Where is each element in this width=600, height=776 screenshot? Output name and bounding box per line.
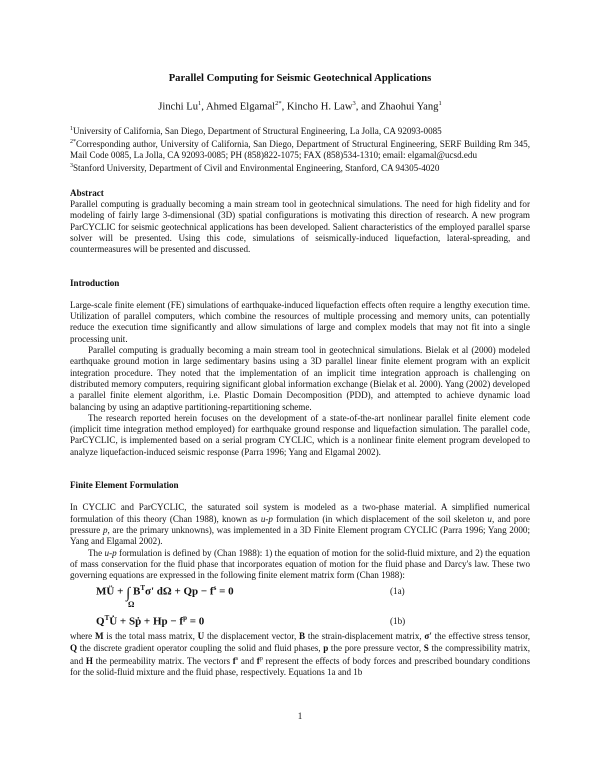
affiliation-sup: 2* bbox=[70, 138, 76, 145]
author-separator: , bbox=[201, 101, 206, 113]
intro-paragraph-3: The research reported herein focuses on the development of a state-of-the-art nonlinear parallel finite element code (implicit time integration method employed) for earthquake ground response and liquefaction simulation. The parallel code, ParCYCLIC, is implemented based on a serial program CYCLIC, which is a nonlinear finite element program developed to analyze liquefaction-induced seismic response (Parra 1996; Yang and Elgamal 2002). bbox=[70, 412, 530, 457]
equation-1a-number: (1a) bbox=[390, 586, 405, 597]
intro-paragraph-1: Large-scale finite element (FE) simulations of earthquake-induced liquefaction effects often require a lengthy execution time. Utilization of parallel computers, which combine the resources of multiple processing and memory units, can potentially reduce the execution time significantly and allow simulations of large and complex models that may not fit into a single processing unit. bbox=[70, 299, 530, 344]
page-number: 1 bbox=[297, 711, 303, 721]
equation-1b-number: (1b) bbox=[390, 616, 406, 627]
author-separator: , bbox=[281, 101, 287, 113]
integral-domain-label: Ω bbox=[128, 600, 135, 610]
fe-paragraph-2: The u-p formulation is defined by (Chan 1988): 1) the equation of motion for the solid-fluid mixture, and 2) the equation of mass conservation for the fluid phase that incorporates equation of motion for the fluid phase and Darcy's law. These two governing equations are expressed in the following finite element matrix form (Chan 1988): bbox=[70, 547, 530, 581]
abstract-heading: Abstract bbox=[70, 187, 104, 198]
fe-paragraph-1: In CYCLIC and ParCYCLIC, the saturated soil system is modeled as a two-phase material. A simplified numerical formulation of this theory (Chan 1988), known as u-p formulation (in which displacement of the soil skeleton u, and pore pressure p, are the primary unknowns), was implemented in a 3D Finite Element program CYCLIC (Parra 1996; Yang 2000; Yang and Elgamal 2002). bbox=[70, 502, 531, 547]
author-sup: 1 bbox=[438, 100, 442, 107]
paper-title: Parallel Computing for Seismic Geotechnical Applications bbox=[168, 73, 432, 84]
equation-1b-expression: $Q^TU̇$ + Sṗ + $Hp - f^p = 0$ bbox=[96, 614, 205, 629]
abstract-section bbox=[70, 188, 530, 256]
author-sup: 3 bbox=[352, 100, 356, 107]
author-list bbox=[70, 97, 530, 114]
affiliation-sup: 3 bbox=[70, 163, 73, 170]
fe-heading: Finite Element Formulation bbox=[70, 480, 179, 491]
abstract-text: Parallel computing is gradually becoming a main stream tool in geotechnical simulations. The need for high fidelity and for modeling of fairly large 3-dimensional (3D) spatial configurations is motivating this direction of research. A new program ParCYCLIC for seismic geotechnical applications has been developed. Salient characteristics of the employed parallel sparse solver will be presented. Using this code, simulations of seismically-induced liquefaction, lateral-spreading, and countermeasures will be presented and discussed. bbox=[70, 199, 530, 255]
affiliations bbox=[70, 124, 530, 175]
author-separator: , and bbox=[355, 101, 380, 113]
affiliation-text: University of California, San Diego, Department of Structural Engineering, La Jolla, CA 92093-0085 bbox=[73, 125, 442, 136]
affiliation bbox=[70, 137, 530, 162]
affiliation-sup: 1 bbox=[70, 125, 73, 132]
author-sup: 1 bbox=[198, 100, 202, 107]
fe-paragraph-3: where M is the total mass matrix, U the displacement vector, B the strain-displacement matrix, σ' the effective stress tensor, Q the discrete gradient operator coupling the solid and fluid phases, p the pore pressure vector, S the compressibility matrix, and H the permeability matrix. The vectors $f^s$ and $f^p$ represent the effects of body forces and prescribed boundary conditions for the solid-fluid mixture and the fluid phase, respectively. Equations 1a and 1b bbox=[70, 631, 531, 678]
intro-paragraph-2: Parallel computing is gradually becoming a main stream tool in geotechnical simulations. Bielak et al (2000) modeled earthquake ground motion in large sedimentary basins using a 3D parallel linear finite element program with an explicit integration procedure. They noted that the implementation of an implicit time integration approach is challenging on distributed memory computers, requiring significant global information exchange (Bielak et al. 2000). Yang (2002) developed a parallel finite element algorithm, i.e. Plastic Domain Decomposition (PDD), and attempted to achieve dynamic load balancing by using an adaptive partitioning-repartitioning scheme. bbox=[70, 345, 530, 412]
equation-1a bbox=[70, 581, 530, 611]
affiliation bbox=[70, 161, 530, 174]
author-name: Kincho H. Law bbox=[286, 101, 353, 113]
fe-formulation-section bbox=[70, 480, 530, 679]
author-sup: 2* bbox=[275, 100, 282, 107]
equation-1a-expression: MÜ + ∫ $B^T\sigma'$ $d\Omega + Qp - f^s = 0$ bbox=[96, 584, 234, 603]
introduction-section bbox=[70, 278, 530, 458]
affiliation-text: Corresponding author, University of California, San Diego, Department of Structural Engineering, SERF Building Rm 345, Mail Code 0085, La Jolla, CA 92093-0085; PH (858)822-1075; FAX (858)534-1310; email: elgamal@ucsd.edu bbox=[70, 138, 530, 161]
equation-1b bbox=[70, 611, 530, 631]
affiliation-text: Stanford University, Department of Civil and Environmental Engineering, Stanford, CA 94305-4020 bbox=[73, 163, 440, 174]
affiliation bbox=[70, 124, 530, 137]
author-name: Zhaohui Yang bbox=[379, 101, 439, 113]
introduction-heading: Introduction bbox=[70, 277, 120, 288]
author-name: Ahmed Elgamal bbox=[205, 101, 276, 113]
author-name: Jinchi Lu bbox=[158, 101, 198, 113]
